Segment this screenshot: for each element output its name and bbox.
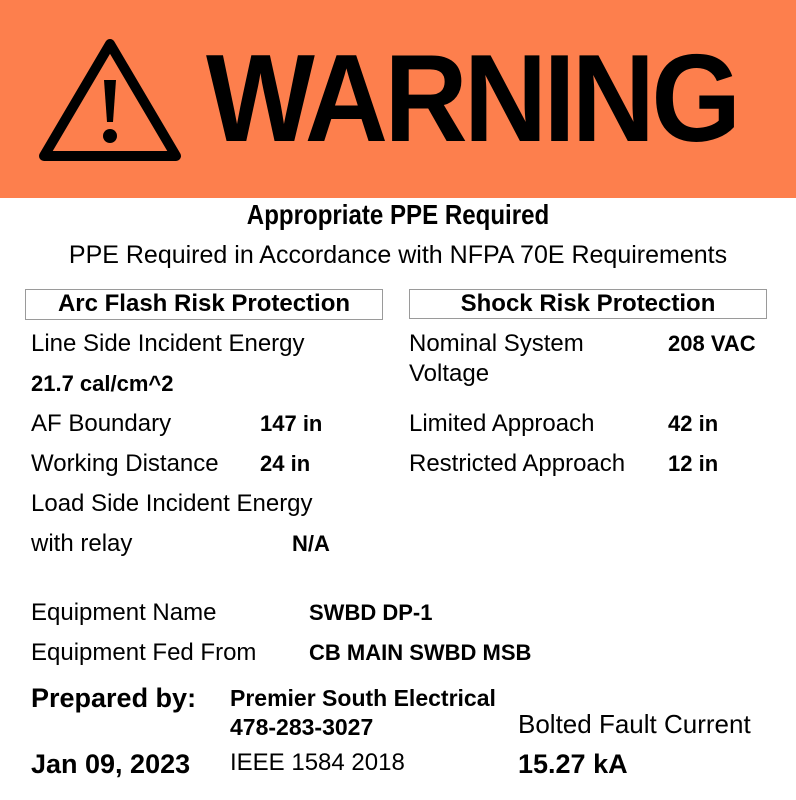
working-distance-label: Working Distance [31,450,219,477]
nfpa-subtitle: PPE Required in Accordance with NFPA 70E Requirements [68,241,728,269]
fault-current-label: Bolted Fault Current [518,709,751,739]
prepared-by-label: Prepared by: [31,683,197,713]
ieee-standard: IEEE 1584 2018 [230,749,405,776]
fault-current-value: 15.27 kA [518,749,628,779]
working-distance-value: 24 in [260,451,311,476]
nominal-value: 208 VAC [668,331,756,356]
company-phone: 478-283-3027 [230,714,374,740]
limited-approach-label: Limited Approach [409,410,595,437]
equipment-name-label: Equipment Name [31,599,217,626]
relay-label: with relay [31,530,133,557]
restricted-approach-value: 12 in [668,451,719,476]
equipment-fed-label: Equipment Fed From [31,639,257,666]
company-name: Premier South Electrical [230,685,496,711]
line-side-value: 21.7 cal/cm^2 [31,371,174,396]
warning-header [0,0,796,198]
af-boundary-label: AF Boundary [31,410,172,437]
arc-flash-title: Arc Flash Risk Protection [25,289,383,320]
line-side-label: Line Side Incident Energy [31,330,305,357]
warning-title: WARNING [206,30,738,168]
warning-triangle-icon [38,38,182,162]
nominal-label-2: Voltage [409,360,490,387]
load-side-label: Load Side Incident Energy [31,490,313,517]
shock-title: Shock Risk Protection [409,289,767,319]
af-boundary-value: 147 in [260,411,323,436]
label-date: Jan 09, 2023 [31,749,191,779]
limited-approach-value: 42 in [668,411,719,436]
equipment-name-value: SWBD DP-1 [309,600,433,625]
relay-value: N/A [292,531,330,556]
nominal-label-1: Nominal System [409,330,584,357]
equipment-fed-value: CB MAIN SWBD MSB [309,640,532,665]
ppe-heading: Appropriate PPE Required [246,199,550,230]
restricted-approach-label: Restricted Approach [409,450,626,477]
